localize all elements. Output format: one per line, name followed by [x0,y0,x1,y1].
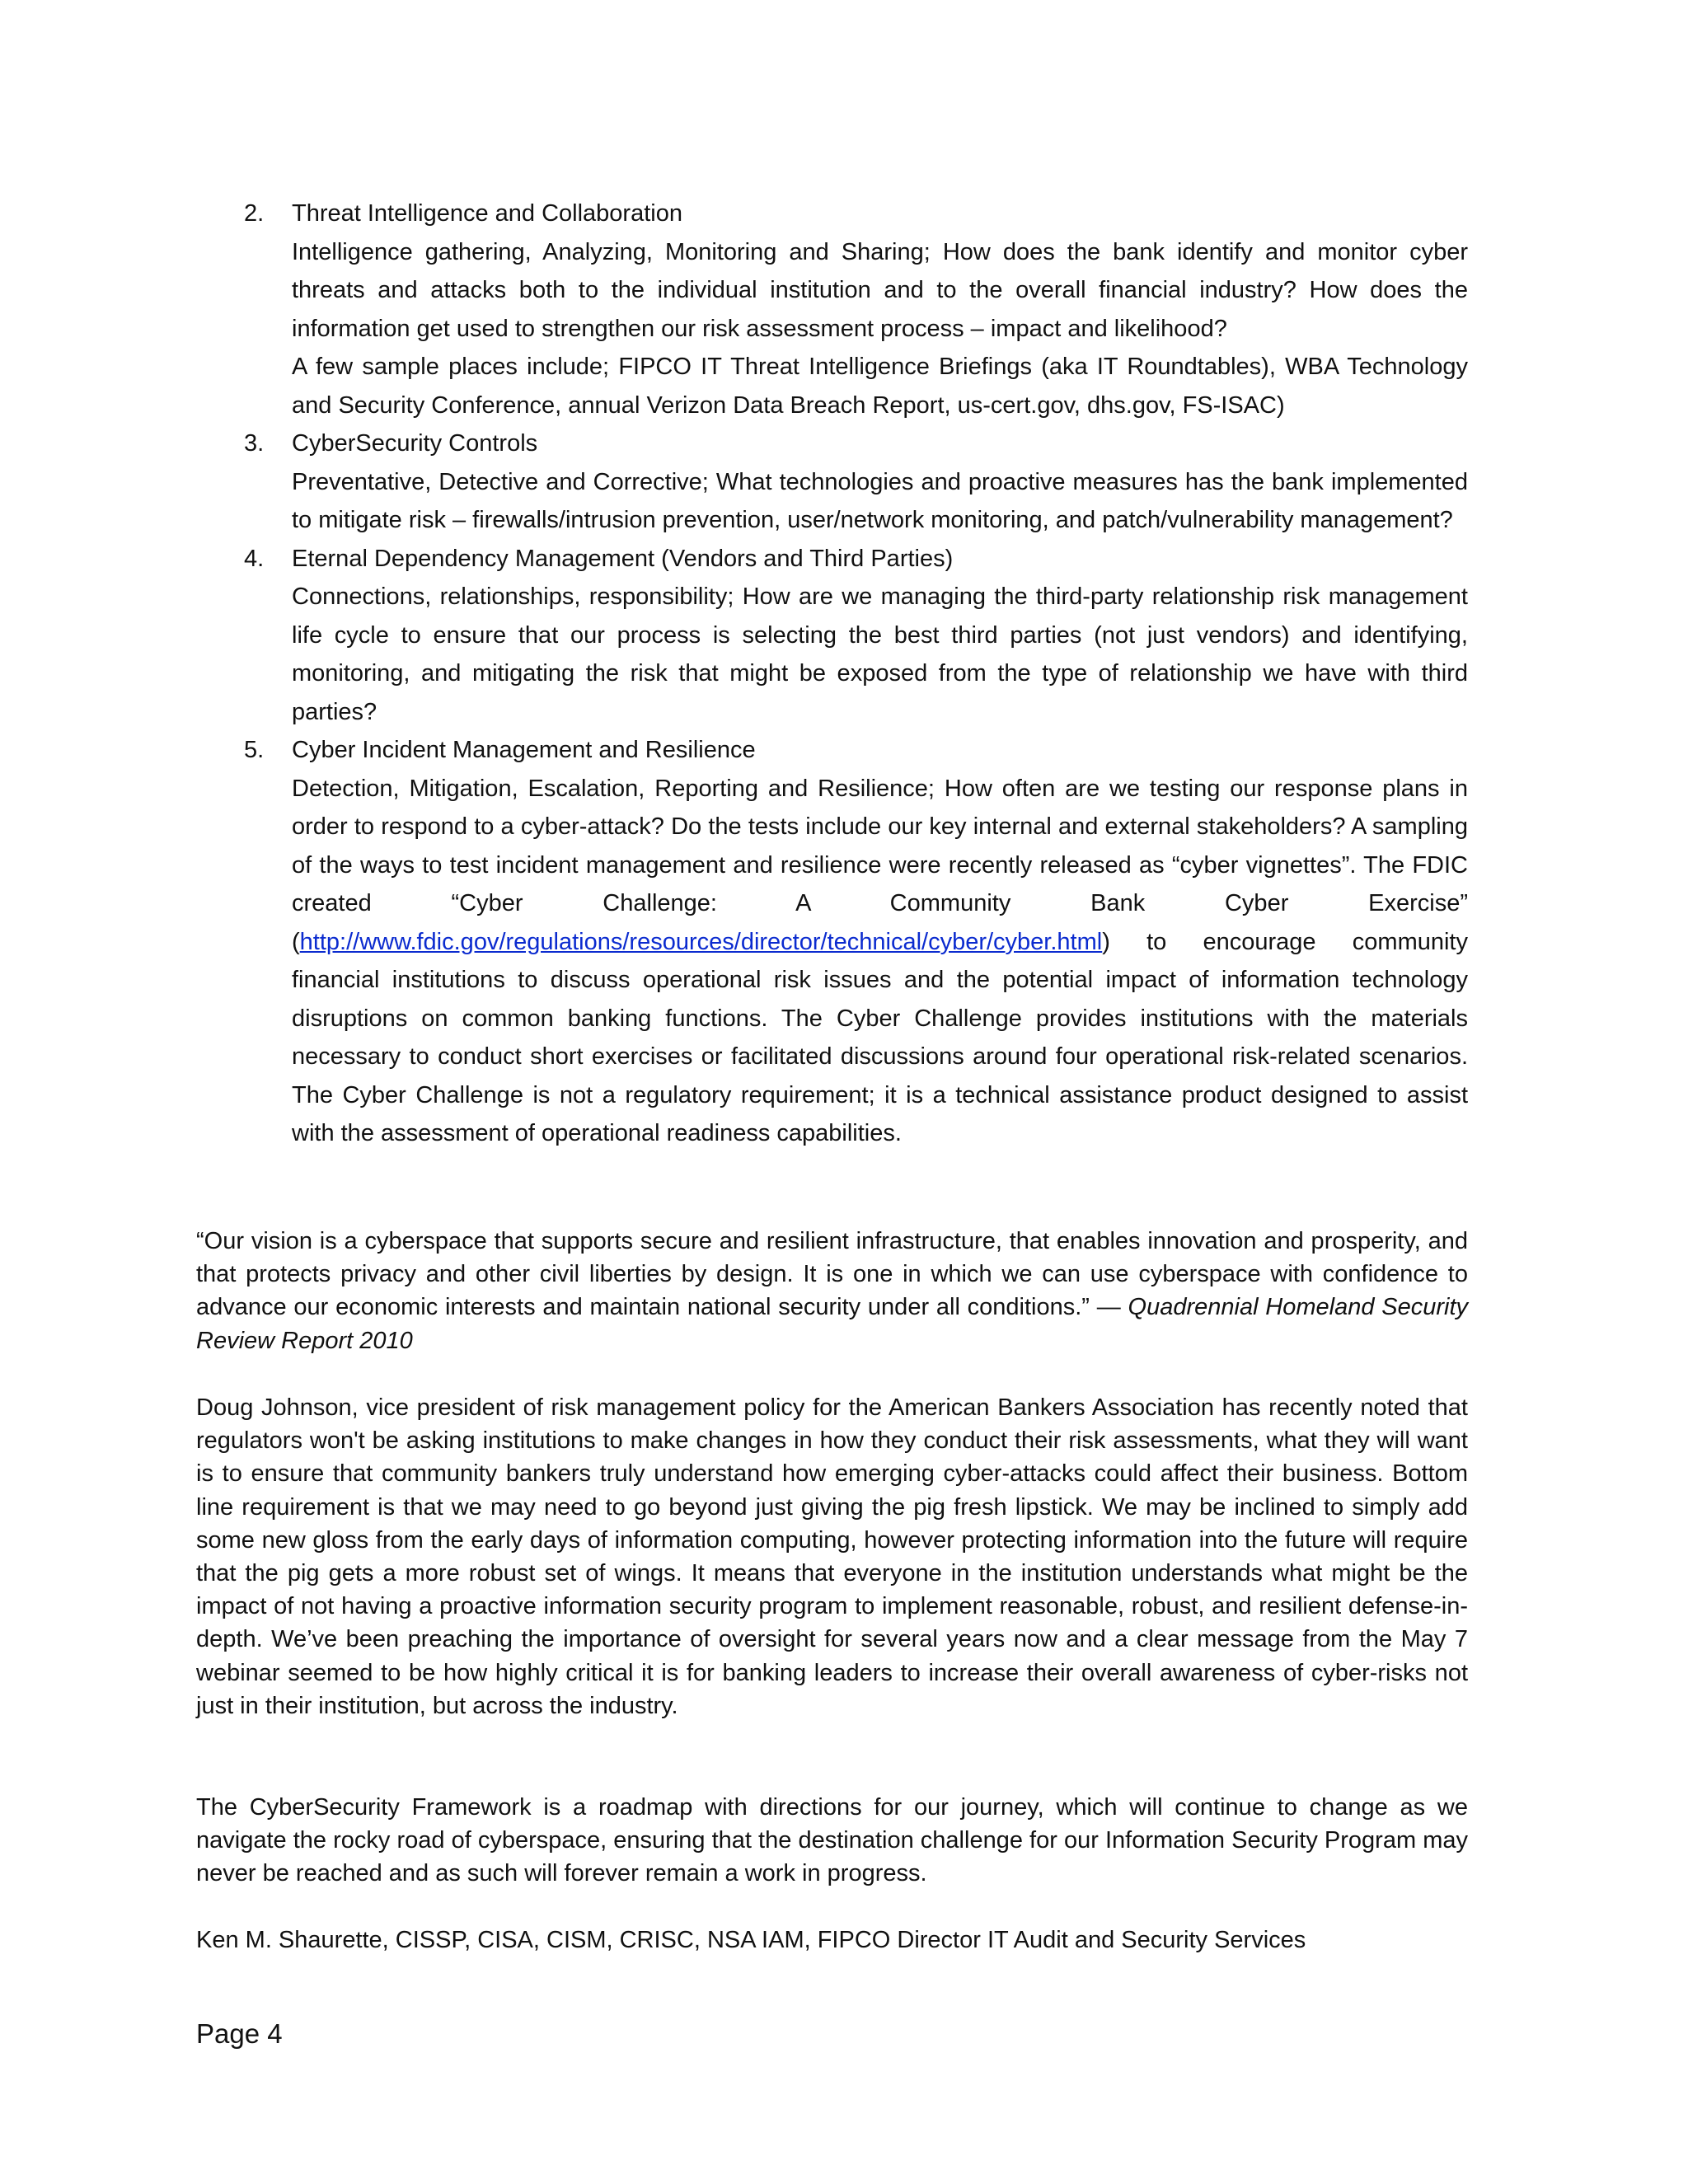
list-item-text: Preventative, Detective and Corrective; What technologies and proactive measures has the bank implemented to mitigate risk – firewalls/intrusion prevention, user/network monitoring, and patch/vulnerability management? [292,468,1468,533]
list-item-heading: Cyber Incident Management and Resilience [292,737,756,763]
list-item-number: 5. [244,737,265,763]
list-item-text-after-link: ) to encourage community financial institutions to discuss operational risk issues and the potential impact of information technology disruptions on common banking functions. The Cyber Challenge provides institutions with the materials necessary to conduct short exercises or facilitated discussions around four operational risk-related scenarios. The Cyber Challenge is not a regulatory requirement; it is a technical assistance product designed to assist with the assessment of operational readiness capabilities. [292,928,1468,1146]
vision-quote [196,1225,1468,1357]
quote-source: Quadrennial Homeland Security Review Report 2010 [196,1294,1468,1354]
author-signature: Ken M. Shaurette, CISSP, CISA, CISM, CRISC, NSA IAM, FIPCO Director IT Audit and Security Services [196,1927,1306,1953]
list-item-body [292,578,1468,731]
list-item-heading: Eternal Dependency Management (Vendors and Third Parties) [292,545,954,572]
list-item-body [292,463,1468,540]
list-item-heading: Threat Intelligence and Collaboration [292,200,682,227]
list-item-heading: CyberSecurity Controls [292,430,538,457]
list-item-text: Connections, relationships, responsibility; How are we managing the third-party relationship risk management life cycle to ensure that our process is selecting the best third parties (not just vendors) and identifying, monitoring, and mitigating the risk that might be exposed from the type of relationship we have with third parties? [292,583,1468,725]
list-item [196,424,1468,540]
list-item [196,540,1468,732]
numbered-list [196,194,1468,1153]
paragraph-doug-johnson: Doug Johnson, vice president of risk management policy for the American Bankers Association has recently noted that regulators won't be asking institutions to make changes in how they conduct their risk assessments, what they will want is to ensure that community bankers truly understand how emerging cyber-attacks could affect their business. Bottom line requirement is that we may need to go beyond just giving the pig fresh lipstick. We may be inclined to simply add some new gloss from the early days of information computing, however protecting information into the future will require that the pig gets a more robust set of wings. It means that everyone in the institution understands what might be the impact of not having a proactive information security program to implement reasonable, robust, and resilient defense-in-depth. We’ve been preaching the importance of oversight for several years now and a clear message from the May 7 webinar seemed to be how highly critical it is for banking leaders to increase their overall awareness of cyber-risks not just in their institution, but across the industry. [196,1394,1468,1719]
list-item [196,194,1468,424]
paragraph-framework: The CyberSecurity Framework is a roadmap with directions for our journey, which will continue to change as we navigate the rocky road of cyberspace, ensuring that the destination challenge for our Information Security Program may never be reached and as such will forever remain a work in progress. [196,1794,1468,1887]
list-item-number: 4. [244,545,265,572]
list-item-text: A few sample places include; FIPCO IT Threat Intelligence Briefings (aka IT Roundtables), WBA Technology and Security Conference, annual Verizon Data Breach Report, us-cert.gov, dhs.gov, FS-ISAC) [292,354,1468,419]
list-item-text [292,770,1468,1153]
list-item-number: 2. [244,200,265,227]
list-item-body [292,233,1468,425]
quote-text: “Our vision is a cyberspace that supports secure and resilient infrastructure, that enables innovation and prosperity, and that protects privacy and other civil liberties by design. It is one in which we can use cyberspace with confidence to advance our economic interests and maintain national security under all conditions.” — [196,1228,1468,1321]
fdic-cyber-challenge-link[interactable]: http://www.fdic.gov/regulations/resources/director/technical/cyber/cyber.html [299,928,1103,955]
list-item-body [292,770,1468,1153]
list-item-text-before-link: Detection, Mitigation, Escalation, Reporting and Resilience; How often are we testing our response plans in order to respond to a cyber-attack? Do the tests include our key internal and external stakeholders? A sampling of the ways to test incident management and resilience were recently released as “cyber vignettes”. The FDIC created “Cyber Challenge: A Community Bank Cyber Exercise” ( [292,775,1468,955]
list-item-number: 3. [244,430,265,457]
page-number: Page 4 [196,2018,283,2049]
list-item-text: Intelligence gathering, Analyzing, Monitoring and Sharing; How does the bank identify and monitor cyber threats and attacks both to the individual institution and to the overall financial industry? How does the information get used to strengthen our risk assessment process – impact and likelihood? [292,238,1468,342]
list-item [196,731,1468,1153]
